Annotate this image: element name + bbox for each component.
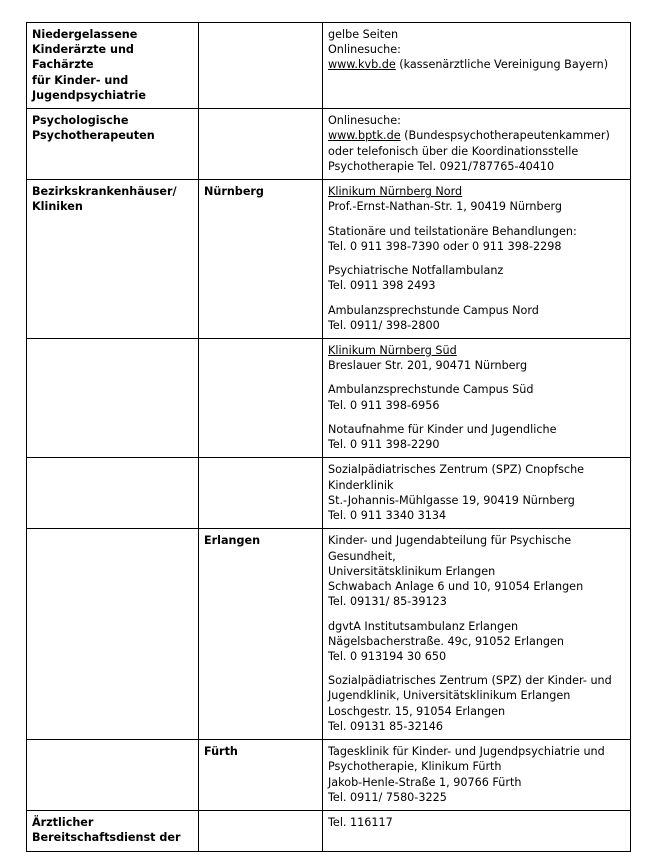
row-kinderaerzte-details-line: gelbe Seiten bbox=[328, 28, 399, 41]
row-nuernberg-sued-details-line: Ambulanzsprechstunde Campus Süd bbox=[328, 383, 534, 397]
table-row bbox=[27, 740, 631, 811]
row-nuernberg-sued-details-line: Tel. 0 911 398-6956 bbox=[328, 398, 440, 412]
row-kinderaerzte-details-line: Onlinesuche: bbox=[328, 43, 401, 57]
row-spz-cnopf-details-line: Sozialpädiatrisches Zentrum (SPZ) Cnopfsche bbox=[328, 463, 585, 477]
row-nuernberg-details-line: Tel. 0911 398 2493 bbox=[328, 279, 436, 293]
line-suffix: (Bundespsychotherapeutenkammer) bbox=[400, 129, 610, 143]
row-psychotherapeuten-details-line: Psychotherapie Tel. 0921/787765-40410 bbox=[328, 159, 555, 173]
row-psychotherapeuten-location bbox=[199, 109, 323, 180]
row-nuernberg-sued-details bbox=[323, 338, 631, 457]
row-psychotherapeuten-category-text bbox=[32, 113, 193, 143]
row-nuernberg-details-line: Psychiatrische Notfallambulanz bbox=[328, 264, 504, 278]
row-nuernberg-sued-details-block bbox=[328, 422, 625, 452]
row-spz-cnopf-details-block bbox=[328, 462, 625, 523]
row-nuernberg-category-line: Bezirkskrankenhäuser/ bbox=[32, 185, 177, 199]
table-body bbox=[27, 23, 631, 852]
row-kinderaerzte-category-line: Jugendpsychiatrie bbox=[32, 88, 146, 102]
row-spz-cnopf-location bbox=[199, 458, 323, 529]
row-psychotherapeuten-category bbox=[27, 109, 199, 180]
row-nuernberg-details-block bbox=[328, 184, 625, 214]
table-row bbox=[27, 338, 631, 457]
table-row bbox=[27, 109, 631, 180]
table-row bbox=[27, 23, 631, 109]
row-bereitschaftsdienst-category-line: Bereitschaftsdienst der bbox=[32, 831, 181, 845]
row-bereitschaftsdienst-category-text bbox=[32, 815, 193, 845]
row-nuernberg-sued-category bbox=[27, 338, 199, 457]
row-nuernberg-sued-details-line bbox=[328, 343, 625, 358]
table-row bbox=[27, 529, 631, 740]
row-nuernberg-sued-details-line: Tel. 0 911 398-2290 bbox=[328, 438, 440, 452]
row-psychotherapeuten-category-line: Psychologische bbox=[32, 114, 129, 128]
row-erlangen-details-line: Tel. 09131 85-32146 bbox=[328, 719, 444, 733]
table-row bbox=[27, 458, 631, 529]
row-bereitschaftsdienst-details-block bbox=[328, 815, 625, 830]
row-psychotherapeuten-details-line bbox=[328, 128, 625, 143]
row-fuerth-location bbox=[199, 740, 323, 811]
row-spz-cnopf-details-line: Tel. 0 911 3340 3134 bbox=[328, 509, 447, 523]
row-fuerth-location-text bbox=[204, 744, 317, 759]
row-bereitschaftsdienst-location bbox=[199, 811, 323, 851]
row-psychotherapeuten-details bbox=[323, 109, 631, 180]
row-nuernberg-details-line: Stationäre und teilstationäre Behandlungen: bbox=[328, 224, 577, 238]
row-erlangen-details-block bbox=[328, 533, 625, 609]
row-nuernberg-location-line: Nürnberg bbox=[204, 185, 264, 199]
row-erlangen-details-line: Kinder- und Jugendabteilung für Psychische bbox=[328, 534, 572, 548]
row-fuerth-location-line: Fürth bbox=[204, 745, 238, 759]
row-erlangen-location-line: Erlangen bbox=[204, 534, 261, 548]
table-row bbox=[27, 811, 631, 851]
row-nuernberg-details-line: Tel. 0 911 398-7390 oder 0 911 398-2298 bbox=[328, 239, 562, 253]
row-nuernberg-details-block bbox=[328, 224, 625, 254]
row-nuernberg-sued-details-line: Notaufnahme für Kinder und Jugendliche bbox=[328, 422, 557, 436]
row-erlangen-details-line: Gesundheit, bbox=[328, 549, 396, 563]
row-nuernberg-details-line bbox=[328, 184, 625, 199]
row-erlangen-details bbox=[323, 529, 631, 740]
row-erlangen-details-block bbox=[328, 673, 625, 734]
row-nuernberg-sued-details-block bbox=[328, 343, 625, 373]
row-erlangen-details-line: Jugendklinik, Universitätsklinikum Erlangen bbox=[328, 689, 571, 703]
link-text[interactable]: Klinikum Nürnberg Nord bbox=[328, 185, 463, 199]
row-spz-cnopf-details-line: Kinderklinik bbox=[328, 478, 394, 492]
row-fuerth-details-line: Tagesklinik für Kinder- und Jugendpsychiatrie und bbox=[328, 745, 605, 759]
row-kinderaerzte-location bbox=[199, 23, 323, 109]
row-fuerth-details bbox=[323, 740, 631, 811]
row-nuernberg-sued-location bbox=[199, 338, 323, 457]
row-psychotherapeuten-details-line: oder telefonisch über die Koordinationsstelle bbox=[328, 144, 579, 158]
row-spz-cnopf-details-line: St.-Johannis-Mühlgasse 19, 90419 Nürnberg bbox=[328, 493, 575, 507]
line-suffix: (kassenärztliche Vereinigung Bayern) bbox=[395, 58, 609, 72]
row-bereitschaftsdienst-category-line: Ärztlicher bbox=[32, 816, 94, 830]
row-psychotherapeuten-details-line: Onlinesuche: bbox=[328, 114, 401, 128]
link-text[interactable]: Klinikum Nürnberg Süd bbox=[328, 343, 457, 357]
row-erlangen-details-line: Schwabach Anlage 6 und 10, 91054 Erlangen bbox=[328, 580, 584, 594]
link-text[interactable]: www.bptk.de bbox=[328, 129, 401, 143]
row-nuernberg-category-line: Kliniken bbox=[32, 200, 83, 214]
row-nuernberg-details-line: Ambulanzsprechstunde Campus Nord bbox=[328, 303, 539, 317]
row-nuernberg-location bbox=[199, 180, 323, 339]
row-nuernberg-category bbox=[27, 180, 199, 339]
row-bereitschaftsdienst-category bbox=[27, 811, 199, 851]
row-fuerth-details-line: Jakob-Henle-Straße 1, 90766 Fürth bbox=[328, 775, 522, 789]
row-kinderaerzte-category bbox=[27, 23, 199, 109]
row-fuerth-details-line: Psychotherapie, Klinikum Fürth bbox=[328, 760, 502, 774]
row-nuernberg-location-text bbox=[204, 184, 317, 199]
row-erlangen-location bbox=[199, 529, 323, 740]
row-erlangen-details-block bbox=[328, 619, 625, 665]
row-erlangen-details-line: Sozialpädiatrisches Zentrum (SPZ) der Kinder- und bbox=[328, 674, 612, 688]
row-kinderaerzte-details-block bbox=[328, 27, 625, 73]
row-kinderaerzte-details-line bbox=[328, 57, 625, 72]
row-nuernberg-details-block bbox=[328, 303, 625, 333]
row-spz-cnopf-details bbox=[323, 458, 631, 529]
row-bereitschaftsdienst-details bbox=[323, 811, 631, 851]
row-nuernberg-details bbox=[323, 180, 631, 339]
row-erlangen-details-line: Nägelsbacherstraße. 49c, 91052 Erlangen bbox=[328, 634, 564, 648]
row-erlangen-details-line: dgvtA Institutsambulanz Erlangen bbox=[328, 619, 519, 633]
row-nuernberg-sued-details-line: Breslauer Str. 201, 90471 Nürnberg bbox=[328, 359, 528, 373]
row-fuerth-category bbox=[27, 740, 199, 811]
row-kinderaerzte-category-line: für Kinder- und bbox=[32, 73, 129, 87]
row-erlangen-location-text bbox=[204, 533, 317, 548]
row-bereitschaftsdienst-details-line: Tel. 116117 bbox=[328, 816, 393, 830]
row-erlangen-category bbox=[27, 529, 199, 740]
row-erlangen-details-line: Loschgestr. 15, 91054 Erlangen bbox=[328, 704, 506, 718]
row-nuernberg-details-line: Tel. 0911/ 398-2800 bbox=[328, 318, 440, 332]
row-nuernberg-category-text bbox=[32, 184, 193, 214]
row-erlangen-details-line: Tel. 0 913194 30 650 bbox=[328, 649, 447, 663]
row-erlangen-details-line: Tel. 09131/ 85-39123 bbox=[328, 595, 447, 609]
row-kinderaerzte-category-line: Kinderärzte und Fachärzte bbox=[32, 43, 134, 72]
row-kinderaerzte-category-text bbox=[32, 27, 193, 103]
row-kinderaerzte-category-line: Niedergelassene bbox=[32, 28, 138, 41]
row-fuerth-details-line: Tel. 0911/ 7580-3225 bbox=[328, 790, 447, 804]
row-psychotherapeuten-details-block bbox=[328, 113, 625, 174]
row-nuernberg-details-line: Prof.-Ernst-Nathan-Str. 1, 90419 Nürnberg bbox=[328, 200, 562, 214]
row-kinderaerzte-details bbox=[323, 23, 631, 109]
row-nuernberg-sued-details-block bbox=[328, 382, 625, 412]
row-fuerth-details-block bbox=[328, 744, 625, 805]
table-row bbox=[27, 180, 631, 339]
row-nuernberg-details-block bbox=[328, 263, 625, 293]
row-erlangen-details-line: Universitätsklinikum Erlangen bbox=[328, 564, 496, 578]
link-text[interactable]: www.kvb.de bbox=[328, 58, 396, 72]
row-spz-cnopf-category bbox=[27, 458, 199, 529]
row-psychotherapeuten-category-line: Psychotherapeuten bbox=[32, 129, 155, 143]
contacts-table bbox=[26, 22, 631, 852]
